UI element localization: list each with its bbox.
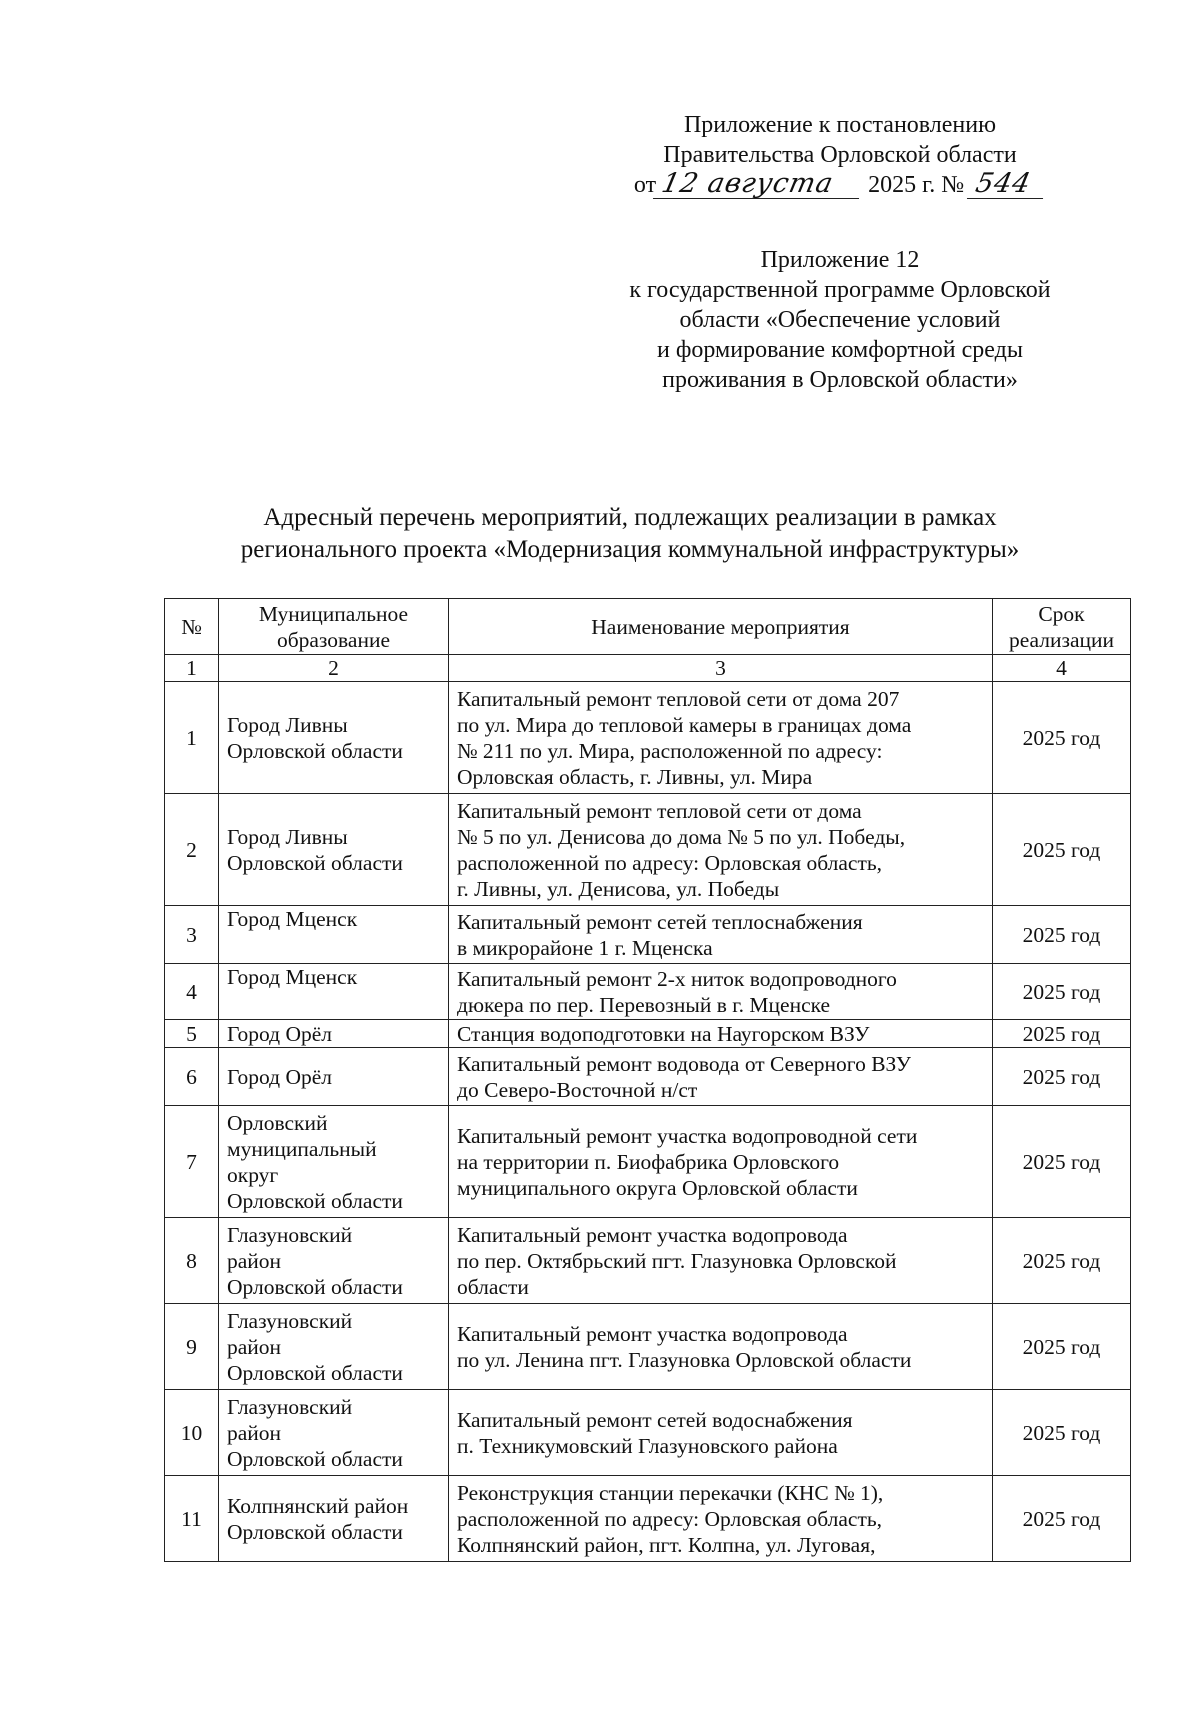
appendix-header <box>560 245 1120 395</box>
row-municipality: Город Орёл <box>219 1048 449 1106</box>
row-measure-name: Капитальный ремонт сетей водоснабжения п. Техникумовский Глазуновского района <box>449 1390 993 1476</box>
row-measure-name: Капитальный ремонт тепловой сети от дома № 5 по ул. Денисова до дома № 5 по ул. Победы, расположенной по адресу: Орловская область, г. Ливны, ул. Денисова, ул. Победы <box>449 794 993 906</box>
table-row <box>165 1020 1131 1048</box>
row-municipality: Город Мценск <box>219 964 449 1020</box>
document-title <box>160 502 1100 566</box>
row-term: 2025 год <box>993 1106 1131 1218</box>
col-number-1: 1 <box>165 655 219 682</box>
row-term: 2025 год <box>993 682 1131 794</box>
appendix-line-3: области «Обеспечение условий <box>679 307 1001 333</box>
title-line-2: регионального проекта «Модернизация коммунальной инфраструктуры» <box>240 536 1020 563</box>
column-number-row <box>165 655 1131 682</box>
table-row <box>165 1218 1131 1304</box>
title-line-1: Адресный перечень мероприятий, подлежащих реализации в рамках <box>263 504 997 531</box>
row-municipality: Глазуновский район Орловской области <box>219 1390 449 1476</box>
handwritten-number: 544 <box>967 170 1049 199</box>
row-term: 2025 год <box>993 964 1131 1020</box>
row-measure-name: Капитальный ремонт водовода от Северного ВЗУ до Северо-Восточной н/ст <box>449 1048 993 1106</box>
header-line-2: Правительства Орловской области <box>663 142 1017 168</box>
row-municipality: Город Мценск <box>219 906 449 964</box>
row-municipality: Колпнянский район Орловской области <box>219 1476 449 1562</box>
col-number-2: 2 <box>219 655 449 682</box>
table-header-row <box>165 599 1131 655</box>
header-measure-name: Наименование мероприятия <box>449 599 993 655</box>
col-number-4: 4 <box>993 655 1131 682</box>
measures-table <box>164 598 1131 1562</box>
row-measure-name: Капитальный ремонт сетей теплоснабжения в микрорайоне 1 г. Мценска <box>449 906 993 964</box>
row-number: 3 <box>165 906 219 964</box>
resolution-header <box>560 110 1120 200</box>
row-measure-name: Капитальный ремонт тепловой сети от дома 207 по ул. Мира до тепловой камеры в границах дома № 211 по ул. Мира, расположенной по адресу: Орловская область, г. Ливны, ул. Мира <box>449 682 993 794</box>
row-measure-name: Капитальный ремонт участка водопроводной сети на территории п. Биофабрика Орловского муниципального округа Орловской области <box>449 1106 993 1218</box>
col-number-3: 3 <box>449 655 993 682</box>
row-number: 5 <box>165 1020 219 1048</box>
row-number: 7 <box>165 1106 219 1218</box>
row-number: 4 <box>165 964 219 1020</box>
row-term: 2025 год <box>993 1390 1131 1476</box>
row-municipality: Город Орёл <box>219 1020 449 1048</box>
row-term: 2025 год <box>993 1020 1131 1048</box>
row-number: 8 <box>165 1218 219 1304</box>
row-term: 2025 год <box>993 1218 1131 1304</box>
header-num: № <box>165 599 219 655</box>
table-row <box>165 794 1131 906</box>
header-date-line <box>560 170 1120 200</box>
row-number: 10 <box>165 1390 219 1476</box>
row-municipality: Город Ливны Орловской области <box>219 794 449 906</box>
row-municipality: Город Ливны Орловской области <box>219 682 449 794</box>
row-measure-name: Станция водоподготовки на Наугорском ВЗУ <box>449 1020 993 1048</box>
row-number: 6 <box>165 1048 219 1106</box>
table-row <box>165 1048 1131 1106</box>
row-number: 9 <box>165 1304 219 1390</box>
row-number: 11 <box>165 1476 219 1562</box>
row-municipality: Глазуновский район Орловской области <box>219 1304 449 1390</box>
row-term: 2025 год <box>993 794 1131 906</box>
table-row <box>165 1304 1131 1390</box>
table-row <box>165 1476 1131 1562</box>
row-measure-name: Капитальный ремонт участка водопровода по пер. Октябрьский пгт. Глазуновка Орловской области <box>449 1218 993 1304</box>
header-municipality: Муниципальное образование <box>219 599 449 655</box>
table-row <box>165 906 1131 964</box>
appendix-line-1: Приложение 12 <box>760 247 920 273</box>
row-municipality: Орловский муниципальный округ Орловской области <box>219 1106 449 1218</box>
table-row <box>165 964 1131 1020</box>
appendix-line-5: проживания в Орловской области» <box>662 367 1018 393</box>
row-municipality: Глазуновский район Орловской области <box>219 1218 449 1304</box>
header-term: Срок реализации <box>993 599 1131 655</box>
row-measure-name: Капитальный ремонт 2-х ниток водопроводного дюкера по пер. Перевозный в г. Мценске <box>449 964 993 1020</box>
table-row <box>165 682 1131 794</box>
row-term: 2025 год <box>993 1048 1131 1106</box>
date-prefix: от <box>633 172 657 198</box>
row-number: 1 <box>165 682 219 794</box>
appendix-line-2: к государственной программе Орловской <box>629 277 1051 303</box>
appendix-line-4: и формирование комфортной среды <box>657 337 1023 363</box>
year-part: 2025 г. № <box>868 172 965 198</box>
header-line-1: Приложение к постановлению <box>683 112 997 138</box>
row-measure-name: Капитальный ремонт участка водопровода по ул. Ленина пгт. Глазуновка Орловской области <box>449 1304 993 1390</box>
table-row <box>165 1106 1131 1218</box>
handwritten-date: 12 августа <box>653 170 865 199</box>
row-term: 2025 год <box>993 906 1131 964</box>
row-measure-name: Реконструкция станции перекачки (КНС № 1), расположенной по адресу: Орловская область, Колпнянский район, пгт. Колпна, ул. Луговая, <box>449 1476 993 1562</box>
row-term: 2025 год <box>993 1304 1131 1390</box>
table-row <box>165 1390 1131 1476</box>
row-term: 2025 год <box>993 1476 1131 1562</box>
row-number: 2 <box>165 794 219 906</box>
